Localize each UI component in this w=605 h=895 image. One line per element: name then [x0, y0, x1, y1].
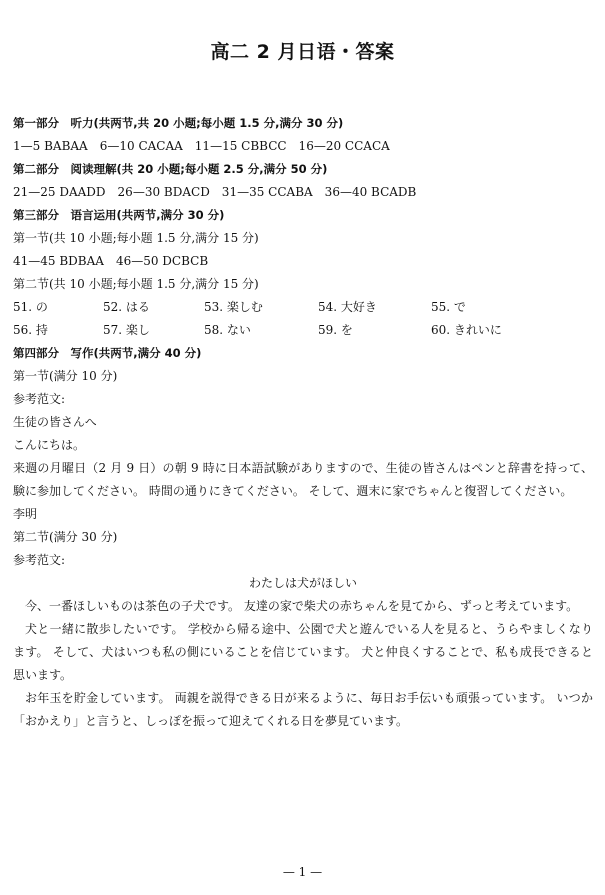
answer-key-body: [13, 112, 593, 733]
answer-row: [13, 319, 593, 342]
part2-answers: 21—25 DAADD 26—30 BDACD 31—35 CCABA 36—40 BCADB: [13, 185, 417, 199]
answer-cell: 59. を: [318, 323, 353, 337]
part2-heading: 第二部分 阅读理解(共 20 小题;每小题 2.5 分,满分 50 分): [13, 162, 328, 176]
essay-line: ます。 そして、犬はいつも私の側にいることを信じています。 犬と仲良くすることで、私も成長できると: [13, 645, 593, 659]
letter-greeting: こんにちは。: [13, 438, 86, 452]
sample-label: 参考范文:: [13, 392, 66, 406]
letter-addressee: 生徒の皆さんへ: [13, 415, 97, 429]
answer-cell: 60. きれいに: [431, 323, 502, 337]
essay-line: 今、一番ほしいものは茶色の子犬です。 友達の家で柴犬の赤ちゃんを見てから、ずっと考えています。: [25, 599, 579, 613]
part3-section1-answers: 41—45 BDBAA 46—50 DCBCB: [13, 254, 209, 268]
answer-row: [13, 296, 593, 319]
answer-cell: 58. ない: [204, 323, 251, 337]
part1-heading: 第一部分 听力(共两节,共 20 小题;每小题 1.5 分,满分 30 分): [13, 116, 344, 130]
answer-cell: 57. 楽し: [103, 323, 150, 337]
document-title: 高二 2 月日语・答案: [210, 41, 395, 63]
part4-section1-heading: 第一节(满分 10 分): [13, 369, 118, 383]
letter-body-line: 験に参加してください。 時間の通りにきてください。 そして、週末に家でちゃんと復習してください。: [13, 484, 573, 498]
answer-cell: 51. の: [13, 300, 48, 314]
part3-section1-heading: 第一节(共 10 小题;每小题 1.5 分,满分 15 分): [13, 231, 259, 245]
essay-line: 「おかえり」と言うと、しっぽを振って迎えてくれる日を夢見ています。: [13, 714, 409, 728]
answer-cell: 53. 楽しむ: [204, 300, 263, 314]
answer-cell: 52. はる: [103, 300, 150, 314]
letter-signature: 李明: [13, 507, 38, 521]
part3-heading: 第三部分 语言运用(共两节,满分 30 分): [13, 208, 225, 222]
answer-cell: 55. で: [431, 300, 466, 314]
essay-line: 思います。: [13, 668, 73, 682]
part4-heading: 第四部分 写作(共两节,满分 40 分): [13, 346, 202, 360]
letter-body-line: 来週の月曜日（2 月 9 日）の朝 9 時に日本語試験がありますので、生徒の皆さんはペンと辞書を持って、: [13, 461, 593, 475]
part1-answers: 1—5 BABAA 6—10 CACAA 11—15 CBBCC 16—20 CCACA: [13, 139, 390, 153]
page-number: — 1 —: [282, 865, 323, 879]
answer-cell: 54. 大好き: [318, 300, 377, 314]
sample-label: 参考范文:: [13, 553, 66, 567]
answer-cell: 56. 持: [13, 323, 48, 337]
essay-line: 犬と一緒に散歩したいです。 学校から帰る途中、公園で犬と遊んでいる人を見ると、うらやましくなり: [25, 622, 593, 636]
part4-section2-heading: 第二节(满分 30 分): [13, 530, 118, 544]
essay-line: お年玉を貯金しています。 両親を説得できる日が来るように、毎日お手伝いも頑張っています。 いつか: [25, 691, 593, 705]
part3-section2-heading: 第二节(共 10 小题;每小题 1.5 分,满分 15 分): [13, 277, 259, 291]
essay-title: わたしは犬がほしい: [248, 576, 357, 590]
